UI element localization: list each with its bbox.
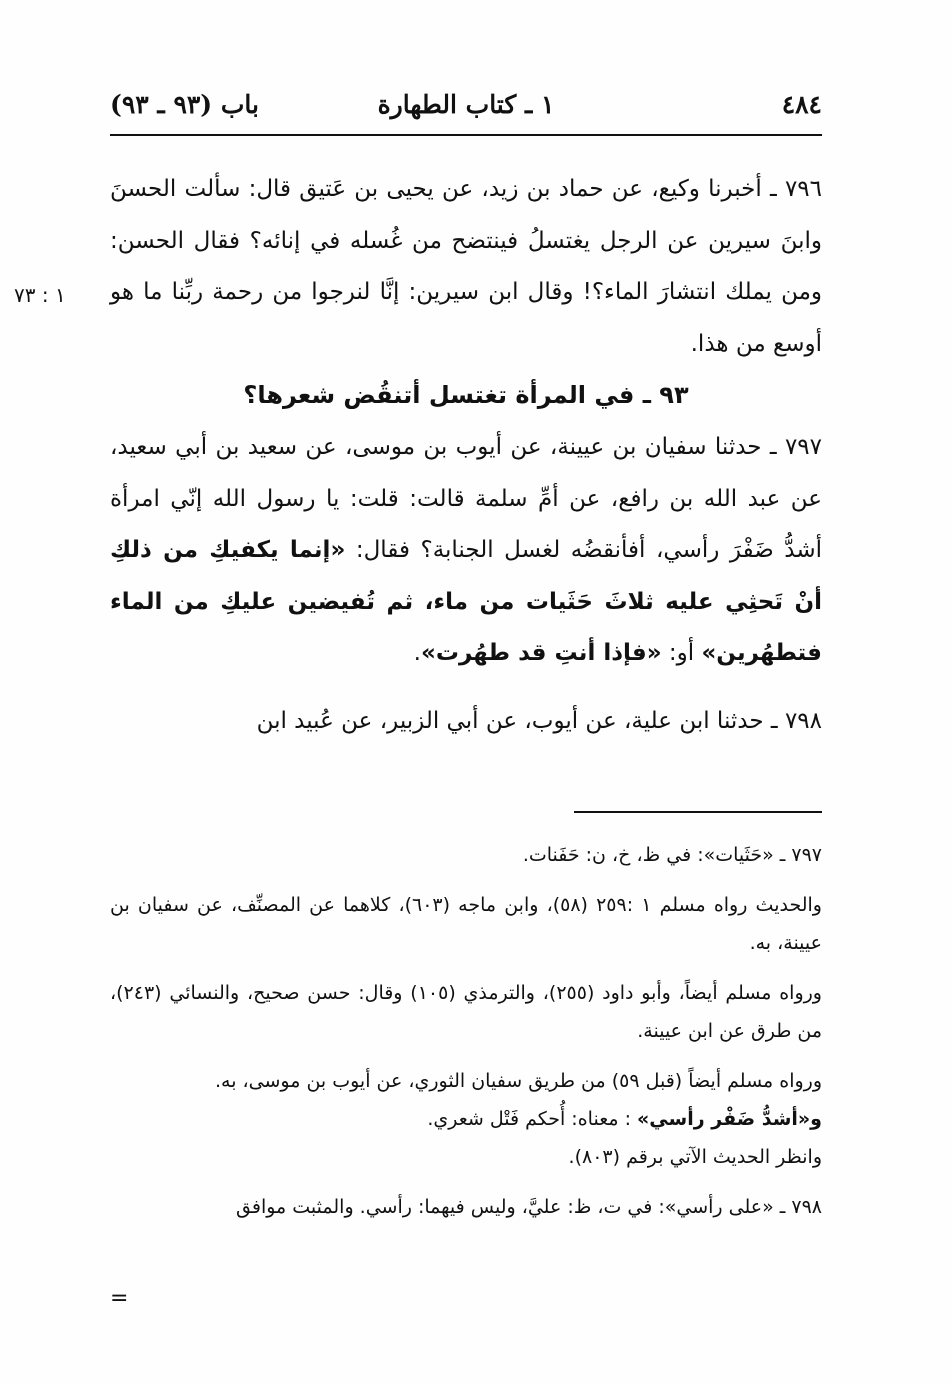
hadith-797-alt-quote: «فإذا أنتِ قد طهُرت»	[420, 640, 662, 667]
footnote-term-meaning: : معناه: أُحكم فَتْل شعري.	[427, 1108, 638, 1130]
hadith-798: ٧٩٨ ـ حدثنا ابن علية، عن أيوب، عن أبي الزبير، عن عُبيد ابن	[256, 707, 822, 734]
hadith-797-end: .	[413, 640, 421, 667]
hadith-797-quote: «إنما يكفيكِ من ذلكِ أنْ تَحثِي عليه ثلاثَ حَثَيات من ماء، ثم تُفيضين عليكِ من الماء فتطهُرين»	[110, 537, 822, 667]
section-heading: ٩٣ ـ في المرأة تغتسل أتنقُض شعرها؟	[243, 381, 689, 410]
chapter-range: باب (٩٣ ـ ٩٣)	[110, 90, 259, 119]
book-title: ١ ـ كتاب الطهارة	[377, 90, 555, 119]
footnote-798-variant: ٧٩٨ ـ «على رأسي»: في ت، ظ: عليَّ، وليس فيهما: رأسي. والمثبت موافق	[236, 1196, 822, 1218]
footnote-797-thawri: ورواه مسلم أيضاً (قبل ٥٩) من طريق سفيان الثوري، عن أيوب بن موسى، به.	[214, 1070, 822, 1092]
main-text	[110, 164, 822, 748]
footnote-term: و«أشدُّ ضَفْر رأسي»	[637, 1108, 822, 1130]
hadith-796: ٧٩٦ ـ أخبرنا وكيع، عن حماد بن زيد، عن يحيى بن عَتيق قال: سألت الحسنَ وابنَ سيرين عن الرجل يغتسلُ فينتضح من غُسله في إنائه؟ فقال الحسن: ومن يملك انتشارَ الماء؟! وقال ابن سيرين: إنَّا لنرجوا من رحمة ربِّنا ما هو أوسع من هذا.	[110, 176, 822, 357]
header-rule	[110, 134, 822, 136]
hadith-797-or: أو:	[661, 640, 702, 667]
continuation-mark: =	[110, 1286, 129, 1311]
margin-reference: ١ : ٧٣	[14, 283, 66, 307]
footnote-797-variant: ٧٩٧ ـ «حَثَيات»: في ظ، خ، ن: حَفَنات.	[522, 844, 822, 866]
footnote-797-see-also: وانظر الحديث الآتي برقم (٨٠٣).	[568, 1146, 822, 1168]
footnotes	[110, 836, 822, 1226]
footnote-rule	[574, 811, 822, 813]
page-number: ٤٨٤	[781, 90, 822, 119]
hadith-797-text: ٧٩٧ ـ حدثنا سفيان بن عيينة، عن أيوب بن موسى، عن سعيد بن أبي سعيد، عن عبد الله بن رافع، عن أمِّ سلمة قالت: قلت: يا رسول الله إنّي امرأة أشدُّ ضَفْرَ رأسي، أفأنقضُه لغسل الجنابة؟ فقال:	[110, 433, 823, 564]
page-header	[110, 86, 822, 130]
footnote-797-meaning	[110, 1100, 822, 1138]
footnote-797-sources: والحديث رواه مسلم ١ :٢٥٩ (٥٨)، وابن ماجه (٦٠٣)، كلاهما عن المصنِّف، عن سفيان بن عيينة، به.	[110, 894, 822, 954]
footnote-797-more-sources: ورواه مسلم أيضاً، وأبو داود (٢٥٥)، والترمذي (١٠٥) وقال: حسن صحيح، والنسائي (٢٤٣)، من طرق عن ابن عيينة.	[110, 982, 822, 1042]
hadith-797	[110, 422, 822, 680]
